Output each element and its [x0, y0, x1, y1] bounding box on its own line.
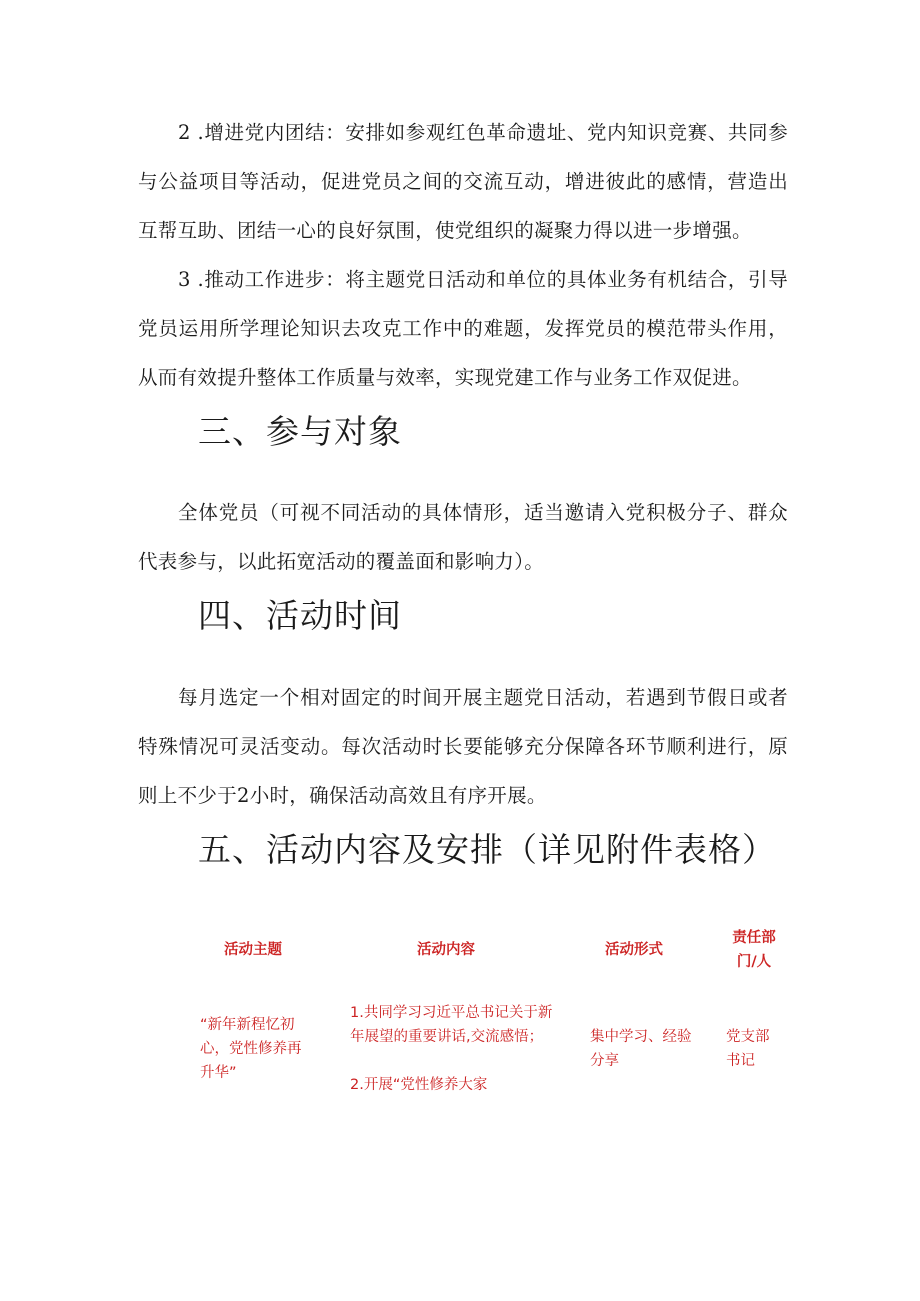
table-cell-form: 集中学习、经验分享	[590, 1029, 692, 1069]
table-cell-theme: “新年新程忆初心，党性修养再升华”	[200, 1017, 302, 1081]
table-header-owner: 责任部门/人	[732, 930, 776, 970]
table-cell-owner: 党支部书记	[726, 1029, 770, 1069]
table-header-content: 活动内容	[417, 942, 475, 958]
table-header-theme: 活动主题	[224, 942, 282, 958]
paragraph-unity: 2 .增进党内团结：安排如参观红色革命遗址、党内知识竞赛、共同参与公益项目等活动，促进党员之间的交流互动，增进彼此的感情，营造出互帮互助、团结一心的良好氛围，使党组织的凝聚力得以进一步增强。	[138, 121, 788, 242]
paragraph-work-progress: 3 .推动工作进步：将主题党日活动和单位的具体业务有机结合，引导党员运用所学理论知识去攻克工作中的难题，发挥党员的模范带头作用，从而有效提升整体工作质量与效率，实现党建工作与业务工作双促进。	[138, 268, 788, 389]
table-cell-content-item1: 1.共同学习习近平总书记关于新年展望的重要讲话,交流感悟；	[350, 1005, 553, 1045]
table-header-form: 活动形式	[605, 942, 663, 958]
paragraph-activity-time: 每月选定一个相对固定的时间开展主题党日活动，若遇到节假日或者特殊情况可灵活变动。每次活动时长要能够充分保障各环节顺利进行，原则上不少于2小时，确保活动高效且有序开展。	[138, 686, 788, 807]
heading-participants: 三、参与对象	[198, 412, 402, 451]
table-cell-content-item2: 2.开展“党性修养大家	[350, 1077, 488, 1093]
heading-activity-content: 五、活动内容及安排（详见附件表格）	[198, 830, 776, 869]
heading-activity-time: 四、活动时间	[198, 596, 402, 635]
paragraph-participants: 全体党员（可视不同活动的具体情形，适当邀请入党积极分子、群众代表参与，以此拓宽活动的覆盖面和影响力）。	[138, 501, 788, 573]
